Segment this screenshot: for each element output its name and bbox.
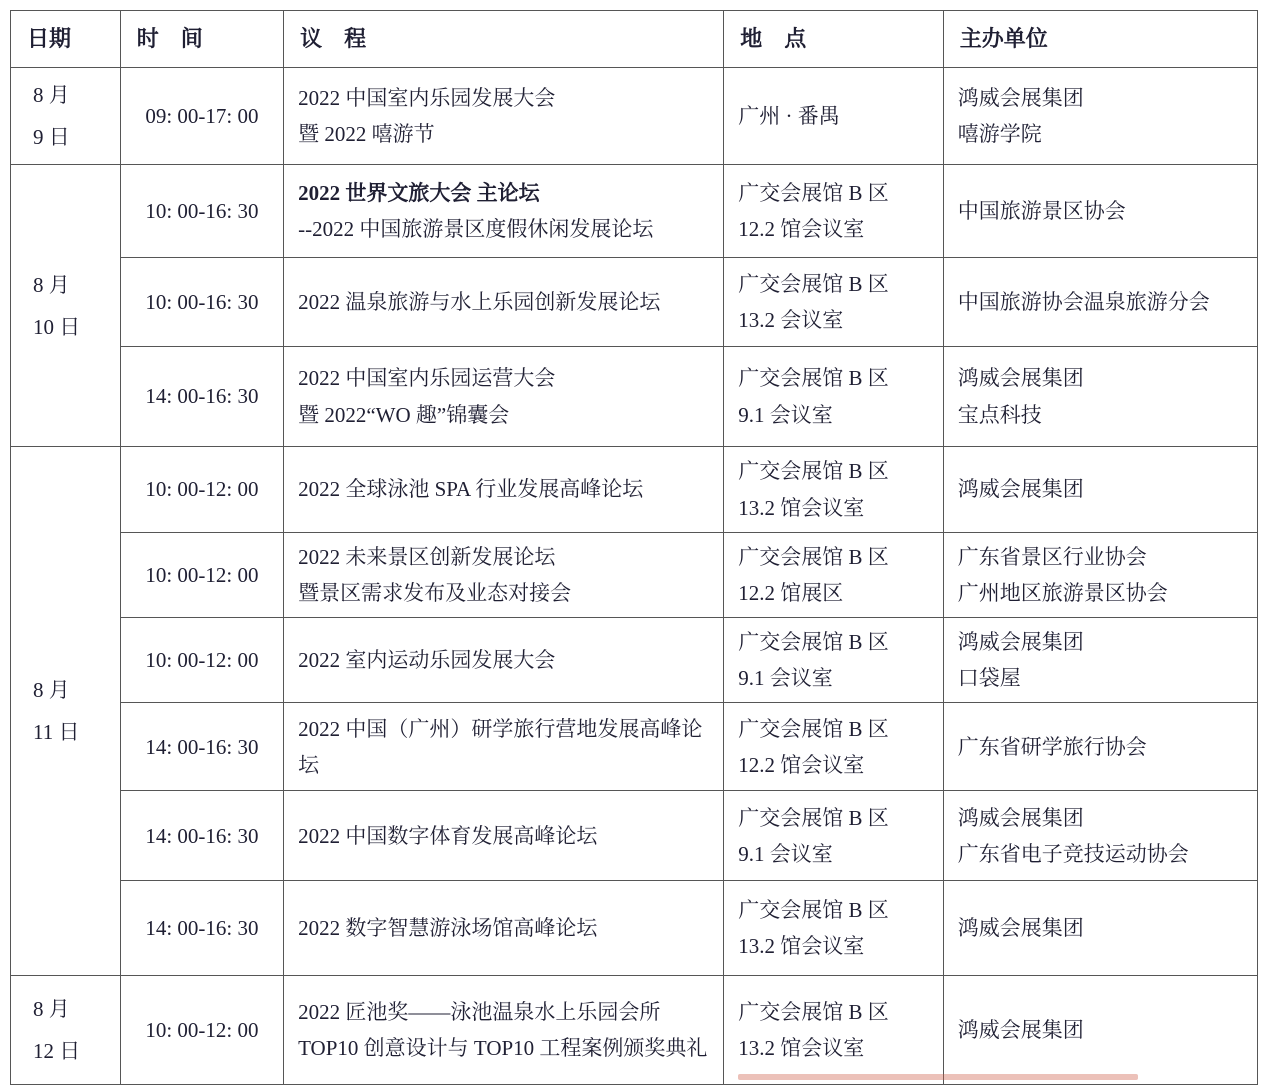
agenda-line: 2022 中国室内乐园发展大会 <box>298 85 556 110</box>
location-cell <box>724 976 943 1085</box>
date-line: 9 日 <box>33 125 70 149</box>
location-line: 13.2 会议室 <box>738 308 844 332</box>
organizer-cell <box>943 703 1257 791</box>
agenda-cell <box>284 533 724 618</box>
date-cell <box>11 165 121 447</box>
date-line: 8 月 <box>33 997 70 1022</box>
agenda-cell <box>284 791 724 881</box>
agenda-cell <box>284 447 724 533</box>
organizer-cell <box>943 68 1257 165</box>
organizer-line: 口袋屋 <box>957 666 1021 691</box>
agenda-line: 2022 室内运动乐园发展大会 <box>298 648 556 673</box>
organizer-cell <box>943 165 1257 258</box>
location-line: 广州 · 番禺 <box>738 103 840 128</box>
date-line: 12 日 <box>33 1039 81 1064</box>
time-cell: 10: 00-12: 00 <box>120 618 283 703</box>
location-line: 广交会展馆 B 区 <box>738 459 889 484</box>
organizer-line: 宝点科技 <box>957 402 1042 427</box>
col-header-time: 时 间 <box>120 11 283 68</box>
agenda-line: 2022 中国室内乐园运营大会 <box>298 366 556 391</box>
location-cell <box>724 347 943 447</box>
organizer-line: 鸿威会展集团 <box>957 1018 1084 1043</box>
organizer-line: 鸿威会展集团 <box>957 477 1084 502</box>
time-cell: 09: 00-17: 00 <box>120 68 283 165</box>
agenda-line: 2022 中国数字体育发展高峰论坛 <box>298 823 598 848</box>
organizer-line: 中国旅游协会温泉旅游分会 <box>957 289 1210 314</box>
time-cell: 14: 00-16: 30 <box>120 791 283 881</box>
time-cell: 10: 00-16: 30 <box>120 258 283 347</box>
agenda-cell <box>284 703 724 791</box>
table-row <box>11 881 1258 976</box>
location-line: 广交会展馆 B 区 <box>738 898 889 923</box>
agenda-cell <box>284 68 724 165</box>
organizer-line: 鸿威会展集团 <box>957 85 1084 110</box>
location-line: 12.2 馆展区 <box>738 581 844 606</box>
agenda-line: 2022 未来景区创新发展论坛 <box>298 545 556 569</box>
agenda-line: 2022 世界文旅大会 主论坛 <box>298 180 540 205</box>
location-line: 广交会展馆 B 区 <box>738 1000 889 1025</box>
location-line: 12.2 馆会议室 <box>738 752 865 777</box>
time-cell: 10: 00-12: 00 <box>120 447 283 533</box>
organizer-cell <box>943 447 1257 533</box>
table-row <box>11 618 1258 703</box>
time-cell: 14: 00-16: 30 <box>120 347 283 447</box>
organizer-cell <box>943 258 1257 347</box>
agenda-cell <box>284 976 724 1085</box>
time-cell: 14: 00-16: 30 <box>120 881 283 976</box>
col-header-agenda: 议 程 <box>284 11 724 68</box>
table-row <box>11 703 1258 791</box>
location-line: 广交会展馆 B 区 <box>738 805 889 830</box>
time-cell: 10: 00-12: 00 <box>120 976 283 1085</box>
location-line: 广交会展馆 B 区 <box>738 545 889 569</box>
table-row <box>11 347 1258 447</box>
agenda-cell <box>284 347 724 447</box>
location-cell <box>724 165 943 258</box>
agenda-line: 2022 温泉旅游与水上乐园创新发展论坛 <box>298 289 661 314</box>
header-row <box>11 11 1258 68</box>
agenda-line: --2022 中国旅游景区度假休闲发展论坛 <box>298 217 654 241</box>
location-line: 广交会展馆 B 区 <box>738 716 889 741</box>
location-line: 广交会展馆 B 区 <box>738 271 889 296</box>
table-row <box>11 791 1258 881</box>
agenda-line: 暨 2022 嘻游节 <box>298 122 435 146</box>
agenda-cell <box>284 258 724 347</box>
schedule-table <box>10 10 1258 1085</box>
organizer-line: 鸿威会展集团 <box>957 916 1084 941</box>
location-line: 9.1 会议室 <box>738 402 833 427</box>
location-line: 13.2 馆会议室 <box>738 1036 865 1061</box>
organizer-line: 鸿威会展集团 <box>957 805 1084 830</box>
organizer-line: 鸿威会展集团 <box>957 366 1084 391</box>
organizer-line: 嘻游学院 <box>957 122 1042 146</box>
location-line: 广交会展馆 B 区 <box>738 366 889 391</box>
agenda-line: 暨 2022“WO 趣”锦囊会 <box>298 402 510 427</box>
time-cell: 10: 00-16: 30 <box>120 165 283 258</box>
date-cell <box>11 976 121 1085</box>
date-line: 8 月 <box>33 272 70 297</box>
agenda-line: 2022 中国（广州）研学旅行营地发展高峰论坛 <box>298 716 703 777</box>
location-line: 9.1 会议室 <box>738 666 833 691</box>
date-line: 8 月 <box>33 83 70 107</box>
date-line: 11 日 <box>33 720 80 745</box>
location-cell <box>724 618 943 703</box>
location-cell <box>724 447 943 533</box>
date-line: 8 月 <box>33 678 70 703</box>
table-row <box>11 976 1258 1085</box>
time-cell: 10: 00-12: 00 <box>120 533 283 618</box>
location-cell <box>724 791 943 881</box>
col-header-organizer: 主办单位 <box>943 11 1257 68</box>
date-cell <box>11 447 121 976</box>
organizer-line: 中国旅游景区协会 <box>957 198 1126 223</box>
table-row <box>11 258 1258 347</box>
location-cell <box>724 258 943 347</box>
organizer-cell <box>943 533 1257 618</box>
organizer-line: 鸿威会展集团 <box>957 630 1084 655</box>
location-cell <box>724 881 943 976</box>
table-row <box>11 447 1258 533</box>
organizer-cell <box>943 618 1257 703</box>
organizer-cell <box>943 976 1257 1085</box>
location-line: 13.2 馆会议室 <box>738 495 865 520</box>
table-row <box>11 533 1258 618</box>
col-header-date: 日期 <box>11 11 121 68</box>
location-line: 广交会展馆 B 区 <box>738 180 889 205</box>
location-line: 12.2 馆会议室 <box>738 217 865 241</box>
date-line: 10 日 <box>33 314 81 339</box>
agenda-line: 2022 全球泳池 SPA 行业发展高峰论坛 <box>298 477 644 502</box>
organizer-cell <box>943 791 1257 881</box>
col-header-location: 地 点 <box>724 11 943 68</box>
organizer-cell <box>943 347 1257 447</box>
agenda-cell <box>284 165 724 258</box>
agenda-line: 2022 匠池奖——泳池温泉水上乐园会所 TOP10 创意设计与 TOP10 工程案例颁奖典礼 <box>298 1000 708 1061</box>
location-cell <box>724 533 943 618</box>
agenda-line: 2022 数字智慧游泳场馆高峰论坛 <box>298 916 598 941</box>
location-cell <box>724 68 943 165</box>
location-line: 13.2 馆会议室 <box>738 934 865 959</box>
agenda-cell <box>284 881 724 976</box>
location-line: 广交会展馆 B 区 <box>738 630 889 655</box>
organizer-line: 广州地区旅游景区协会 <box>957 581 1168 606</box>
scan-artifact <box>738 1074 1138 1080</box>
table-row <box>11 68 1258 165</box>
agenda-cell <box>284 618 724 703</box>
organizer-cell <box>943 881 1257 976</box>
date-cell <box>11 68 121 165</box>
table-row <box>11 165 1258 258</box>
organizer-line: 广东省景区行业协会 <box>957 545 1147 569</box>
organizer-line: 广东省电子竞技运动协会 <box>957 841 1189 866</box>
location-line: 9.1 会议室 <box>738 841 833 866</box>
organizer-line: 广东省研学旅行协会 <box>957 734 1147 759</box>
location-cell <box>724 703 943 791</box>
time-cell: 14: 00-16: 30 <box>120 703 283 791</box>
agenda-line: 暨景区需求发布及业态对接会 <box>298 581 572 606</box>
